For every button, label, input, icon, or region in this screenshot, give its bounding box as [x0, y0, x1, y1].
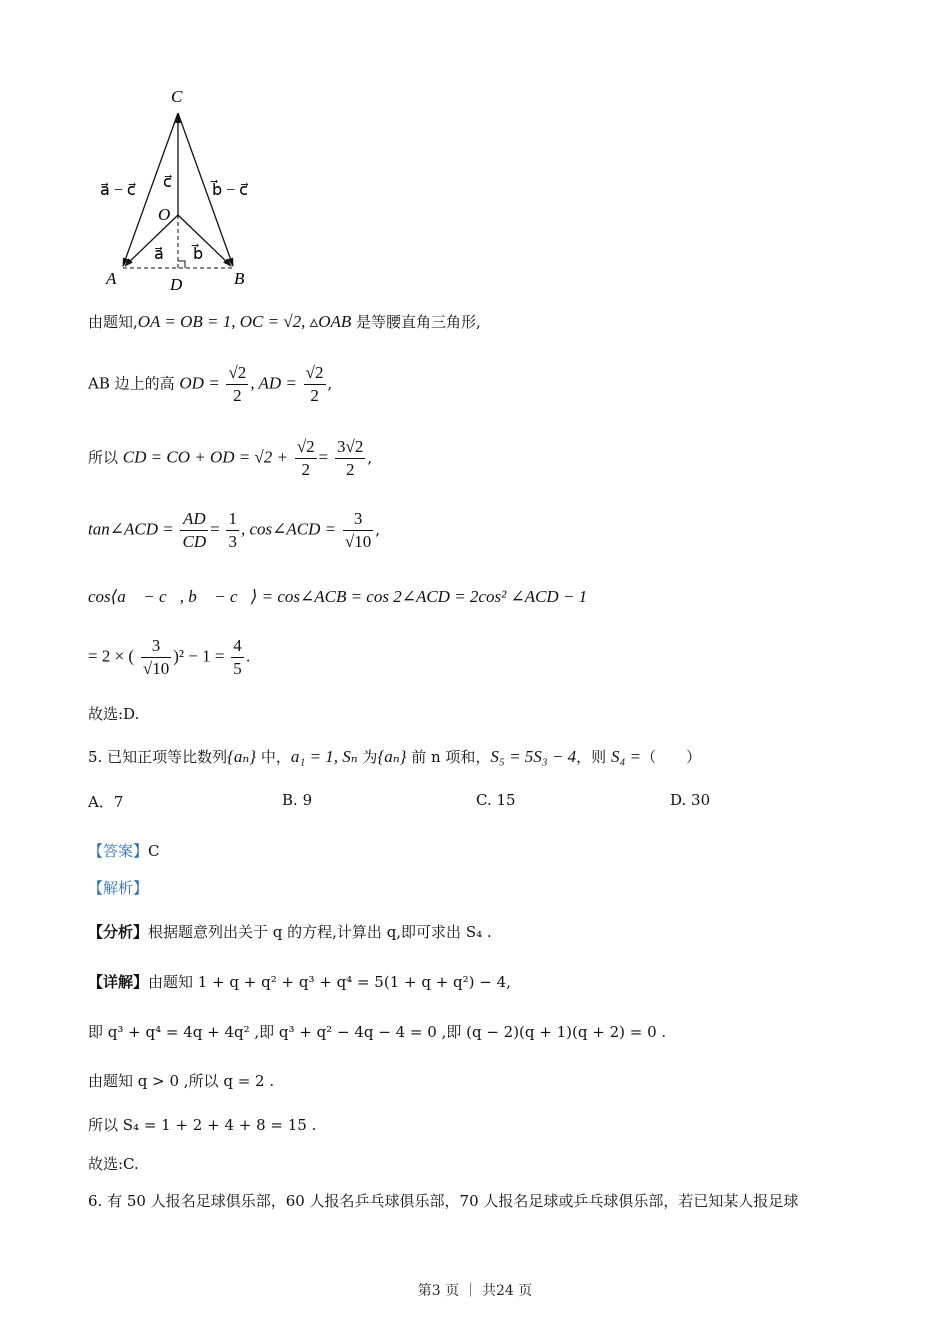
detail-line-2: 即 q³ + q⁴ = 4q + 4q² ,即 q³ + q² − 4q − 4 = 0 ,即 (q − 2)(q + 1)(q + 2) = 0 .: [88, 1023, 667, 1041]
fraction: $\frac{√2}{2}$: [305, 363, 324, 405]
option-b[interactable]: B. 9: [282, 791, 313, 809]
vector-b-line: [178, 215, 231, 266]
solution-line-2: AB 边上的高 OD = $\frac{√2}{2}$ , AD = $\frac{√2}{2}$ ,: [88, 363, 333, 405]
page-footer: 第3 页 ｜ 共24 页: [417, 1283, 533, 1299]
option-d[interactable]: D. 30: [670, 791, 711, 809]
fenxi-line: [88, 922, 492, 942]
label-a: A: [106, 269, 117, 288]
answer-value: C: [148, 842, 160, 860]
math: OA = OB = 1, OC = √2, ▵OAB: [137, 312, 352, 331]
math: , cos∠ACD =: [240, 519, 337, 539]
label-c: C: [171, 87, 183, 106]
math: )² − 1 =: [173, 646, 225, 666]
fraction: $\frac{3}{√10}$: [142, 636, 170, 678]
solution-line-6: = 2 × ( $\frac{3}{√10}$ )² − 1 = $\frac{4}{5}$ .: [88, 636, 251, 678]
label-o: O: [158, 205, 171, 224]
label-b-minus-c: b⃗ − c⃗: [212, 182, 248, 199]
label-b: B: [234, 269, 245, 288]
label-a-minus-c: a⃗ − c⃗: [100, 182, 136, 199]
math: cos⟨a⃗ − c⃗, b⃗ − c⃗⟩ = cos∠ACB = cos 2∠ACD = 2cos² ∠ACD − 1: [88, 587, 588, 606]
solution-line-5: [88, 587, 587, 607]
detail-tag: 【详解】: [88, 973, 149, 991]
solution-line-3: 所以 CD = CO + OD = √2 + $\frac{√2}{2}$ = $\frac{3√2}{2}$ ,: [88, 437, 373, 479]
fraction: $\frac{3}{√10}$: [344, 509, 372, 551]
fenxi-text: 根据题意列出关于 q 的方程,计算出 q,即可求出 S₄ .: [148, 923, 492, 941]
fraction: $\frac{3√2}{2}$: [337, 437, 364, 479]
fraction: $\frac{1}{3}$: [228, 509, 237, 551]
text: AB 边上的高: [88, 374, 180, 393]
text: 是等腰直角三角形,: [351, 313, 481, 331]
solution-line-1: [88, 312, 481, 332]
fenxi-tag: 【分析】: [88, 923, 149, 941]
math: CD = CO + OD = √2 +: [122, 447, 289, 467]
math: = 2 × (: [88, 646, 135, 666]
math: tan∠ACD =: [88, 519, 174, 539]
answer-tag: 【答案】: [88, 842, 149, 860]
detail-line-4: 所以 S₄ = 1 + 2 + 4 + 8 = 15 .: [88, 1116, 317, 1134]
answer-line: [88, 841, 160, 861]
analysis-tag-line: [88, 878, 148, 898]
label-c-vec: c⃗: [163, 174, 172, 191]
solution-line-4: tan∠ACD = $\frac{AD}{CD}$ = $\frac{1}{3}$ , cos∠ACD = $\frac{3}{√10}$ ,: [88, 509, 381, 551]
right-angle-mark: [178, 261, 185, 268]
detail-line-3: 由题知 q > 0 ,所以 q = 2 .: [88, 1072, 275, 1090]
math: OD =: [179, 373, 220, 393]
fraction: $\frac{√2}{2}$: [296, 437, 315, 479]
q5-conclusion: 故选:C.: [88, 1155, 139, 1173]
solution-conclusion: 故选:D.: [88, 705, 140, 723]
text: 由题知,: [88, 313, 138, 331]
fraction: $\frac{√2}{2}$: [228, 363, 247, 405]
option-a[interactable]: A．7: [88, 793, 124, 811]
fraction: $\frac{AD}{CD}$: [182, 509, 207, 551]
fraction: $\frac{4}{5}$: [233, 636, 242, 678]
label-b-vec: b⃗: [193, 246, 204, 263]
vector-figure: [88, 80, 288, 295]
math: , AD =: [250, 373, 297, 393]
question-6-stem: 6. 有 50 人报名足球俱乐部，60 人报名乒乓球俱乐部，70 人报名足球或乒乓球俱乐部，若已知某人报足球: [88, 1192, 799, 1210]
label-a-vec: a⃗: [154, 246, 164, 263]
detail-line-1: [88, 972, 511, 992]
detail-text: 由题知 1 + q + q² + q³ + q⁴ = 5(1 + q + q²) − 4,: [148, 973, 511, 991]
label-d: D: [170, 275, 183, 294]
text: 所以: [88, 448, 123, 467]
analysis-tag: 【解析】: [88, 879, 149, 897]
question-5-stem: 5. 已知正项等比数列{aₙ} 中，a₁ = 1, Sₙ 为{aₙ} 前 n 项和，S₅ = 5S₃ − 4，则 S₄ =（ ）: [88, 747, 702, 766]
option-c[interactable]: C. 15: [476, 791, 516, 809]
